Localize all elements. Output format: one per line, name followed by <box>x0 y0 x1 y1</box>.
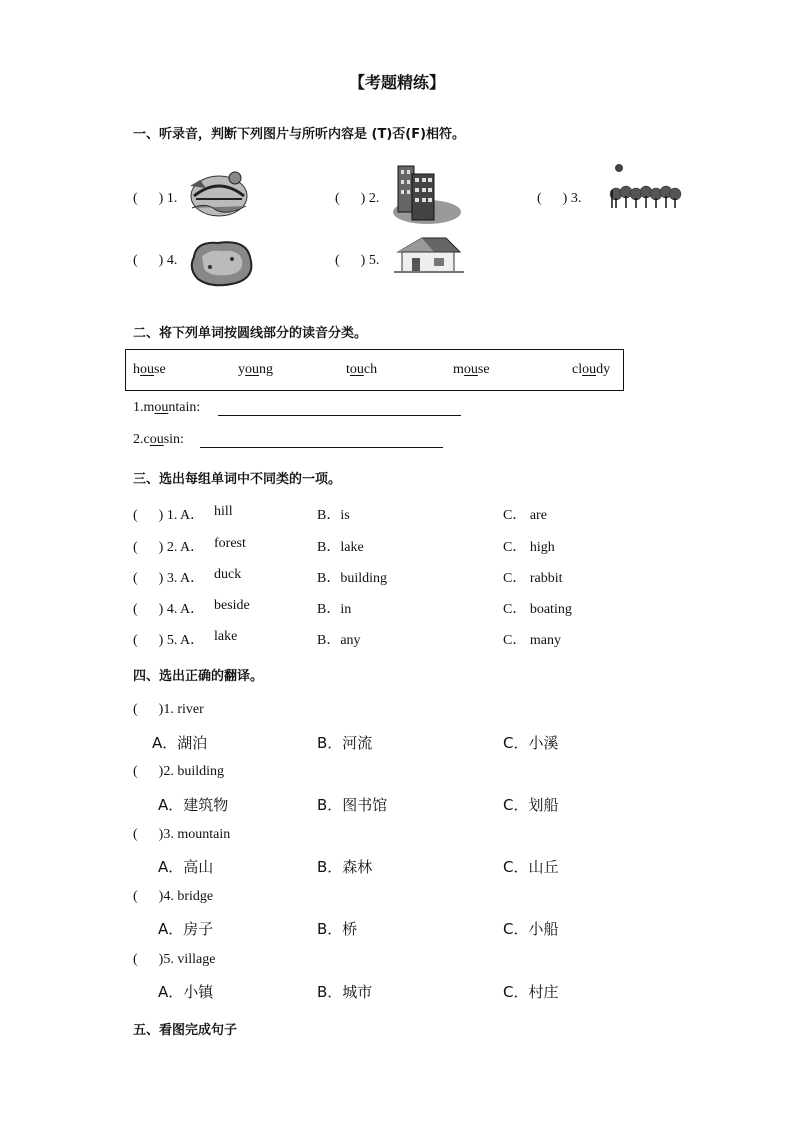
word-house: house <box>133 362 166 377</box>
section2-heading: 二、将下列单词按圆线部分的读音分类。 <box>133 326 368 341</box>
s4-2-c: C．划船 <box>503 796 559 814</box>
word-touch: touch <box>346 362 378 377</box>
word-young: young <box>238 362 273 377</box>
answer-paren[interactable]: ( ) <box>133 191 164 206</box>
word-cloudy: cloudy <box>572 362 611 377</box>
answer-line-2[interactable] <box>200 446 443 448</box>
s4-3-c: C．山丘 <box>503 858 559 876</box>
s3-1-c: C． are <box>503 508 547 523</box>
answer-paren[interactable]: ( ) <box>133 764 164 779</box>
s4-3-b: B．森林 <box>317 858 373 876</box>
s3-item-2: ( ) 2. A． <box>133 540 205 555</box>
s3-3-c: C． rabbit <box>503 571 563 586</box>
item-number: 2. <box>368 191 380 206</box>
answer-paren[interactable]: ( ) <box>335 191 366 206</box>
s4-1-b: B．河流 <box>317 734 373 752</box>
s3-item-1: ( ) 1. A． <box>133 508 205 523</box>
s4-4-c: C．小船 <box>503 920 559 938</box>
answer-paren[interactable]: ( ) <box>133 571 164 586</box>
item-number: 1. <box>166 191 178 206</box>
s3-4-a: beside <box>214 598 250 613</box>
s3-2-b: B．lake <box>317 540 364 555</box>
s4-4-a: A．房子 <box>158 920 214 938</box>
s4-q-5: ( )5. village <box>133 952 216 967</box>
answer-paren[interactable]: ( ) <box>133 889 164 904</box>
s4-1-a: A．湖泊 <box>152 734 208 752</box>
s3-2-c: C． high <box>503 540 555 555</box>
s4-1-c: C．小溪 <box>503 734 559 752</box>
s3-5-c: C． many <box>503 633 561 648</box>
s4-q-2: ( )2. building <box>133 764 224 779</box>
s3-1-b: B．is <box>317 508 350 523</box>
answer-paren[interactable]: ( ) <box>133 253 164 268</box>
lake-picture <box>188 237 256 289</box>
s3-item-5: ( ) 5. A． <box>133 633 205 648</box>
s3-2-a: forest <box>214 536 246 551</box>
answer-paren[interactable]: ( ) <box>133 540 164 555</box>
house-picture <box>394 234 464 274</box>
answer-paren[interactable]: ( ) <box>133 952 164 967</box>
item-number: 3. <box>570 191 582 206</box>
s4-q-1: ( )1. river <box>133 702 204 717</box>
buildings-picture <box>390 160 464 226</box>
s4-5-b: B．城市 <box>317 983 373 1001</box>
item-number: 5. <box>368 253 380 268</box>
s3-1-a: hill <box>214 504 233 519</box>
answer-paren[interactable]: ( ) <box>133 633 164 648</box>
s3-item-4: ( ) 4. A． <box>133 602 205 617</box>
word-mouse: mouse <box>453 362 490 377</box>
s2-row-1: 1.mountain: <box>133 400 201 415</box>
s3-4-b: B．in <box>317 602 352 617</box>
answer-line-1[interactable] <box>218 414 461 416</box>
forest-picture <box>608 162 682 214</box>
s3-item-3: ( ) 3. A． <box>133 571 205 586</box>
answer-paren[interactable]: ( ) <box>133 827 164 842</box>
s3-5-a: lake <box>214 629 238 644</box>
s3-3-b: B．building <box>317 571 388 586</box>
section1-heading: 一、听录音，判断下列图片与所听内容是 (T)否(F)相符。 <box>133 127 466 142</box>
s4-5-c: C．村庄 <box>503 983 559 1001</box>
page-title: 【考题精练】 <box>348 73 445 92</box>
s4-3-a: A．高山 <box>158 858 214 876</box>
answer-paren[interactable]: ( ) <box>133 702 164 717</box>
s4-4-b: B．桥 <box>317 920 358 938</box>
s2-row-2: 2.cousin: <box>133 432 184 447</box>
s1-item-2 <box>335 191 379 207</box>
s1-item-1 <box>133 191 177 207</box>
section4-heading: 四、选出正确的翻译。 <box>133 669 264 684</box>
s3-3-a: duck <box>214 567 242 582</box>
s4-5-a: A．小镇 <box>158 983 214 1001</box>
answer-paren[interactable]: ( ) <box>537 191 568 206</box>
bridge-scene-picture <box>186 166 252 220</box>
s3-4-c: C． boating <box>503 602 572 617</box>
answer-paren[interactable]: ( ) <box>133 602 164 617</box>
s1-item-4 <box>133 253 177 269</box>
s4-q-4: ( )4. bridge <box>133 889 214 904</box>
section5-heading: 五、看图完成句子 <box>133 1023 238 1038</box>
s4-q-3: ( )3. mountain <box>133 827 231 842</box>
s3-5-b: B．any <box>317 633 361 648</box>
s4-2-a: A．建筑物 <box>158 796 229 814</box>
item-number: 4. <box>166 253 178 268</box>
s4-2-b: B．图书馆 <box>317 796 388 814</box>
section3-heading: 三、选出每组单词中不同类的一项。 <box>133 472 342 487</box>
answer-paren[interactable]: ( ) <box>335 253 366 268</box>
answer-paren[interactable]: ( ) <box>133 508 164 523</box>
s1-item-5 <box>335 253 379 269</box>
s1-item-3 <box>537 191 581 207</box>
